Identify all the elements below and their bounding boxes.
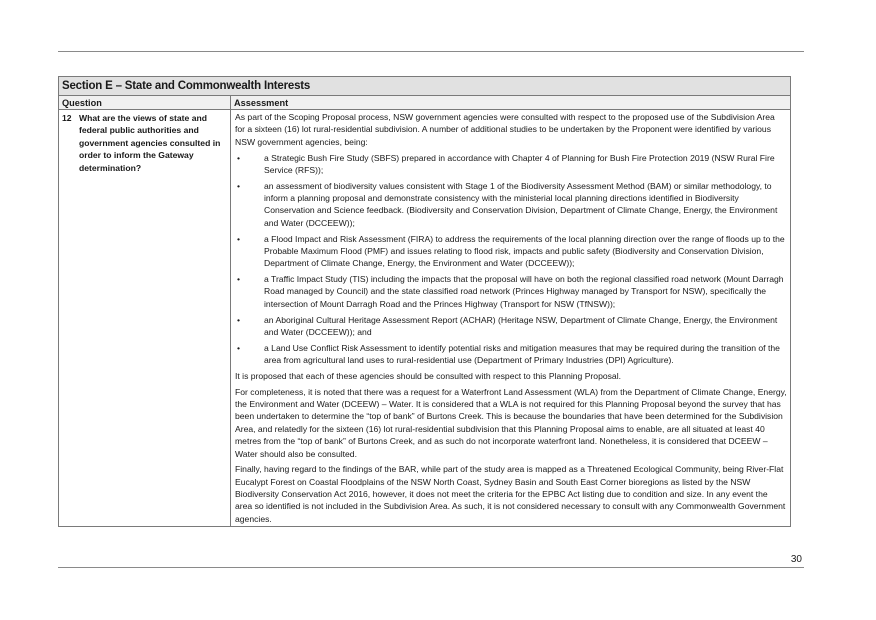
header-rule [58, 51, 804, 52]
list-item-text: a Traffic Impact Study (TIS) including the impacts that the proposal will have on both the regional classified road network (Mount Darragh Road managed by Council) and the state classified road network (Princes Highway managed by Transport for NSW), specifically the intersection of Mount Darragh Road and the Princes Highway (Transport for NSW (TfNSW)); [264, 274, 784, 309]
bullet-icon: • [237, 152, 241, 163]
section-e-table [58, 76, 791, 527]
bullet-icon: • [237, 233, 241, 244]
footer-rule [58, 567, 804, 568]
assessment-cell [231, 110, 791, 527]
list-item [235, 233, 787, 270]
bullet-icon: • [237, 342, 241, 353]
bullet-icon: • [237, 180, 241, 191]
assessment-paragraph: It is proposed that each of these agencies should be consulted with respect to this Planning Proposal. [235, 370, 622, 381]
bullet-icon: • [237, 274, 241, 285]
list-item [235, 152, 787, 177]
list-item [235, 342, 787, 367]
question-text: What are the views of state and federal public authorities and government agencies consulted in order to inform the Gateway determination? [79, 113, 221, 173]
list-item [235, 314, 787, 339]
column-header-assessment: Assessment [231, 96, 791, 110]
page-number: 30 [790, 554, 802, 565]
list-item [235, 180, 787, 230]
question-cell [59, 110, 231, 527]
list-item-text: a Land Use Conflict Risk Assessment to identify potential risks and mitigation measures that may be required during the transition of the area from agricultural land uses to rural-residential use (Department of Primary Industries (DPI) Agriculture). [264, 342, 780, 366]
list-item-text: a Strategic Bush Fire Study (SBFS) prepared in accordance with Chapter 4 of Planning for Bush Fire Protection 2019 (NSW Rural Fire Service (RFS)); [264, 152, 775, 175]
list-item-text: an Aboriginal Cultural Heritage Assessment Report (ACHAR) (Heritage NSW, Department of Climate Change, Energy, the Environment and Water (DCCEEW)); and [264, 314, 778, 337]
assessment-intro: As part of the Scoping Proposal process, NSW government agencies were consulted with respect to the proposed use of the Subdivision Area for a sixteen (16) lot rural-residential subdivision. A number of additional studies to be undertaken by the Proponent were identified by various NSW government agencies, being: [235, 112, 775, 147]
column-header-row [59, 96, 791, 110]
list-item-text: a Flood Impact and Risk Assessment (FIRA) to address the requirements of the local planning direction over the range of floods up to the Probable Maximum Flood (PMF) and issues relating to flood risk, impacts and public safety (Biodiversity and Conservation Division, Department of Climate Change, Energy, the Environment and Water (DCCEEW)); [264, 233, 785, 269]
column-header-question: Question [59, 96, 231, 110]
table-row [59, 110, 791, 527]
bullet-icon: • [237, 314, 241, 325]
list-item-text: an assessment of biodiversity values consistent with Stage 1 of the Biodiversity Assessment Method (BAM) or similar methodology, to inform a planning proposal and demonstrate consistency with the ministerial local planning directions identified in Biodiversity Conservation and Science feedback. (Biodiversity and Conservation Division, Department of Climate Change, Energy, the Environment and Water (DCCEEW)); [264, 180, 778, 228]
assessment-paragraph: Finally, having regard to the findings of the BAR, while part of the study area is mapped as a Threatened Ecological Community, being River-Flat Eucalypt Forest on Coastal Floodplains of the NSW North Coast, Sydney Basin and South East Corner bioregions as listed by the NSW Biodiversity Conservation Act 2016, however, it does not meet the criteria for the EPBC Act listing due to condition and size. In any event the area so identified is not included in the Subdivision Area. As such, it is not considered necessary to consult with any Commonwealth Government agencies. [235, 464, 786, 524]
assessment-paragraph: For completeness, it is noted that there was a request for a Waterfront Land Assessment (WLA) from the Department of Climate Change, Energy, the Environment and Water (DCEEW) – Water. It is considered that a WLA is not required for this Planning Proposal beyond the survey that has been undertaken to determine the “top of bank” of Burtons Creek. This is because the boundaries that have been determined for the Subdivision Area, and relatedly for the sixteen (16) lot rural-residential subdivision that this Planning Proposal aims to enable, are all situated at least 40 metres from the “top of bank” of Burtons Creek, and as such do not incorporate waterfront land. Nonetheless, it is considered that DCEEW – Water should also be consulted. [235, 386, 787, 459]
question-number: 12 [62, 113, 72, 123]
section-title: Section E – State and Commonwealth Interests [59, 77, 791, 96]
section-header-row [59, 77, 791, 96]
list-item [235, 273, 787, 310]
